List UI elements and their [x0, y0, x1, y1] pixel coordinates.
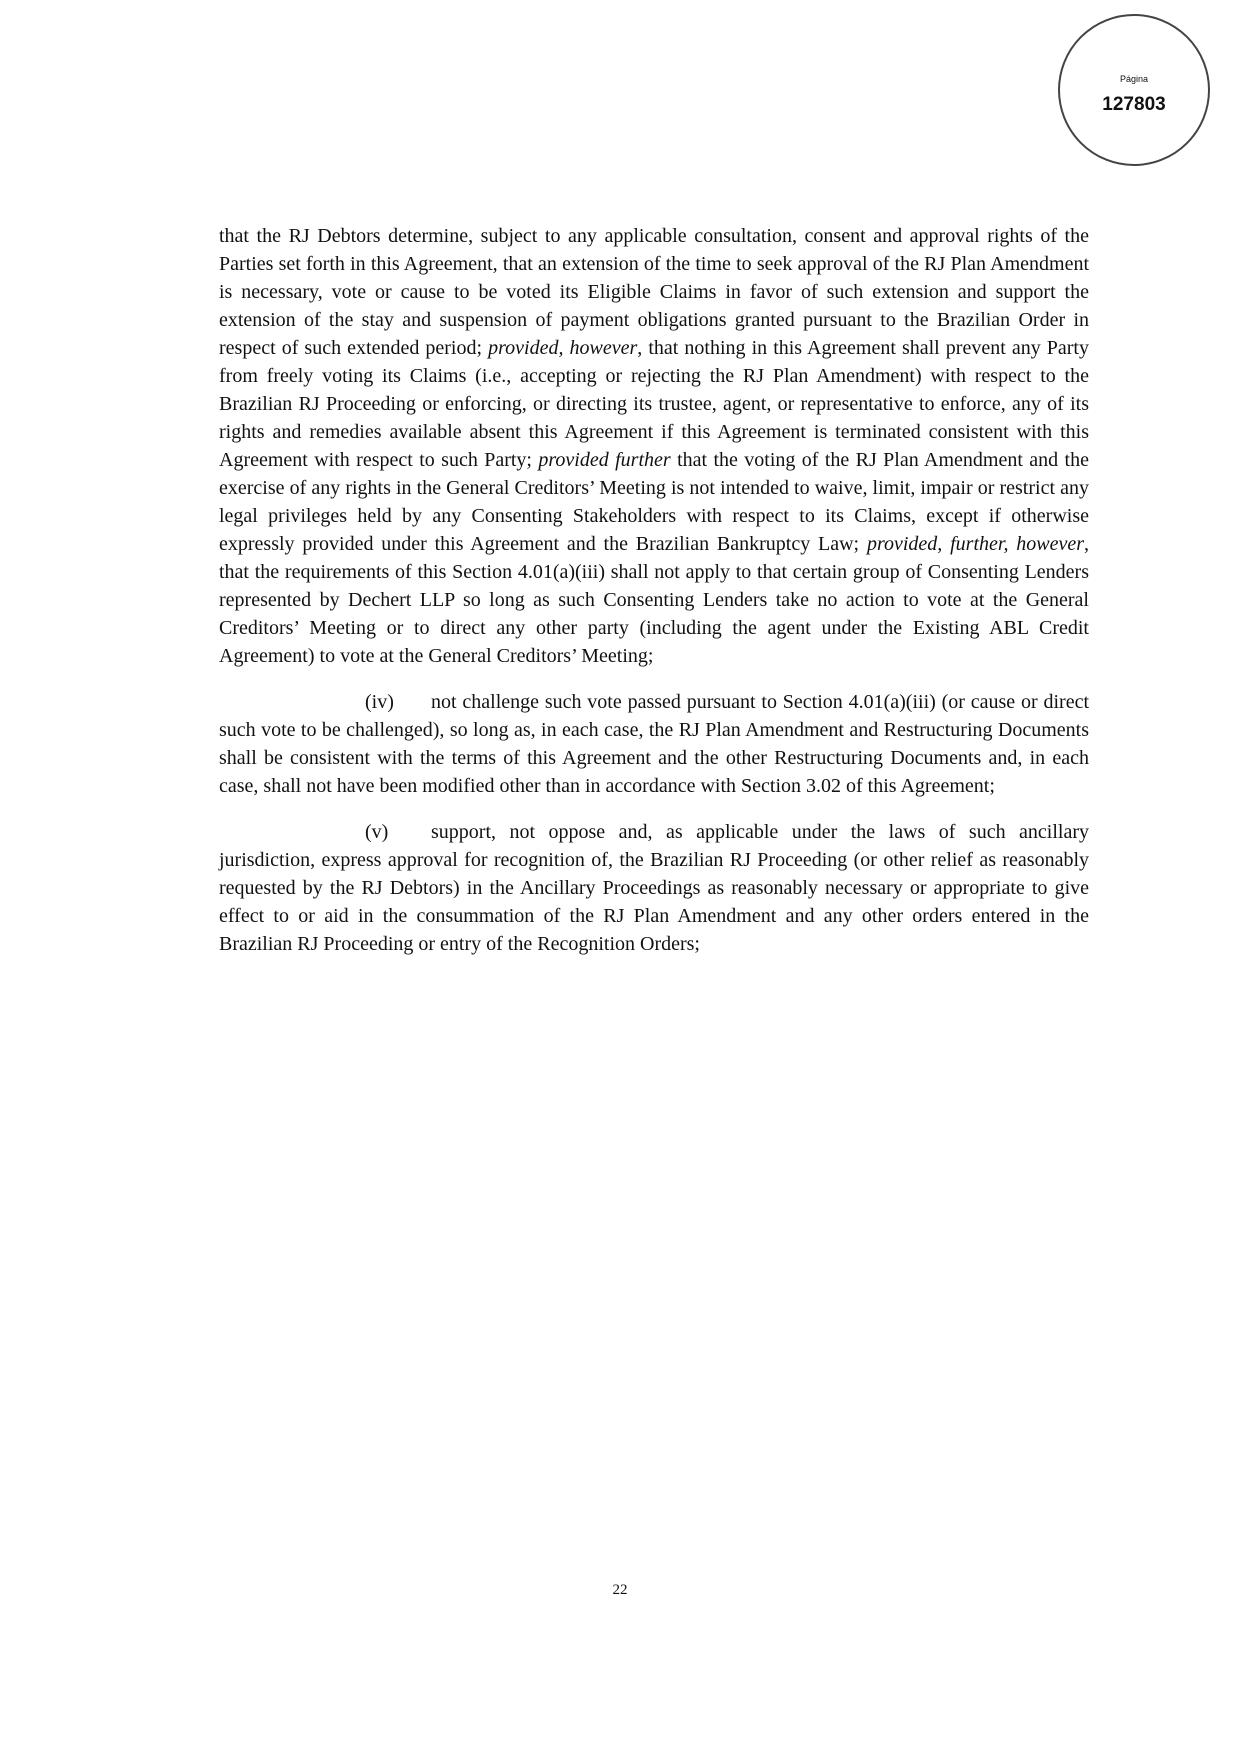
intro-run: that the RJ Debtors determine, subject to any applicable consultation, consent and approval rights of the Parties set forth in this Agreement, that an extension of the time to seek approval of the RJ Plan Amendment is necessary, vote or cause to be voted its Eligible Claims in favor of such extension and support the extension of the stay and suspension of payment obligations granted pursuant to the Brazilian Order in respect of such extended period;: [219, 225, 1089, 359]
intro-run: provided, however: [488, 337, 638, 359]
item-text: support, not oppose and, as applicable under the laws of such ancillary jurisdiction, express approval for recognition of, the Brazilian RJ Proceeding (or other relief as reasonably requested by the RJ Debtors) in the Ancillary Proceedings as reasonably necessary or appropriate to give effect to or aid in the consummation of the RJ Plan Amendment and any other orders entered in the Brazilian RJ Proceeding or entry of the Recognition Orders;: [219, 821, 1089, 955]
stamp-number: 127803: [1102, 94, 1166, 115]
court-stamp: [1058, 14, 1210, 166]
intro-run: that the voting of the RJ Plan Amendment and the exercise of any rights in the General Creditors’ Meeting is not intended to waive, limit, impair or restrict any legal privileges held by any Consenting Stakeholders with respect to its Claims, except if otherwise expressly provided under this Agreement and the Brazilian Bankruptcy Law;: [219, 449, 1089, 555]
intro-run: , that the requirements of this Section 4.01(a)(iii) shall not apply to that certain group of Consenting Lenders represented by Dechert LLP so long as such Consenting Lenders take no action to vote at the General Creditors’ Meeting or to direct any other party (including the agent under the Existing ABL Credit Agreement) to vote at the General Creditors’ Meeting;: [219, 533, 1090, 667]
intro-run: provided further: [538, 449, 671, 471]
intro-run: provided, further, however: [866, 533, 1085, 555]
intro-run: , that nothing in this Agreement shall prevent any Party from freely voting its Claims (i.e., accepting or rejecting the RJ Plan Amendment) with respect to the Brazilian RJ Proceeding or enforcing, or directing its trustee, agent, or representative to enforce, any of its rights and remedies available absent this Agreement if this Agreement is terminated consistent with this Agreement with respect to such Party;: [219, 337, 1089, 471]
list-item: [219, 818, 1089, 958]
list-item: [219, 688, 1089, 800]
intro-paragraph: [219, 222, 1089, 670]
item-text: not challenge such vote passed pursuant to Section 4.01(a)(iii) (or cause or direct such vote to be challenged), so long as, in each case, the RJ Plan Amendment and Restructuring Documents shall be consistent with the terms of this Agreement and the other Restructuring Documents and, in each case, shall not have been modified other than in accordance with Section 3.02 of this Agreement;: [219, 691, 1089, 797]
document-body: [219, 222, 1089, 976]
item-tag: (v): [365, 821, 389, 843]
page-number: 22: [612, 1582, 628, 1598]
stamp-label: Página: [1119, 74, 1149, 84]
item-tag: (iv): [365, 691, 394, 713]
